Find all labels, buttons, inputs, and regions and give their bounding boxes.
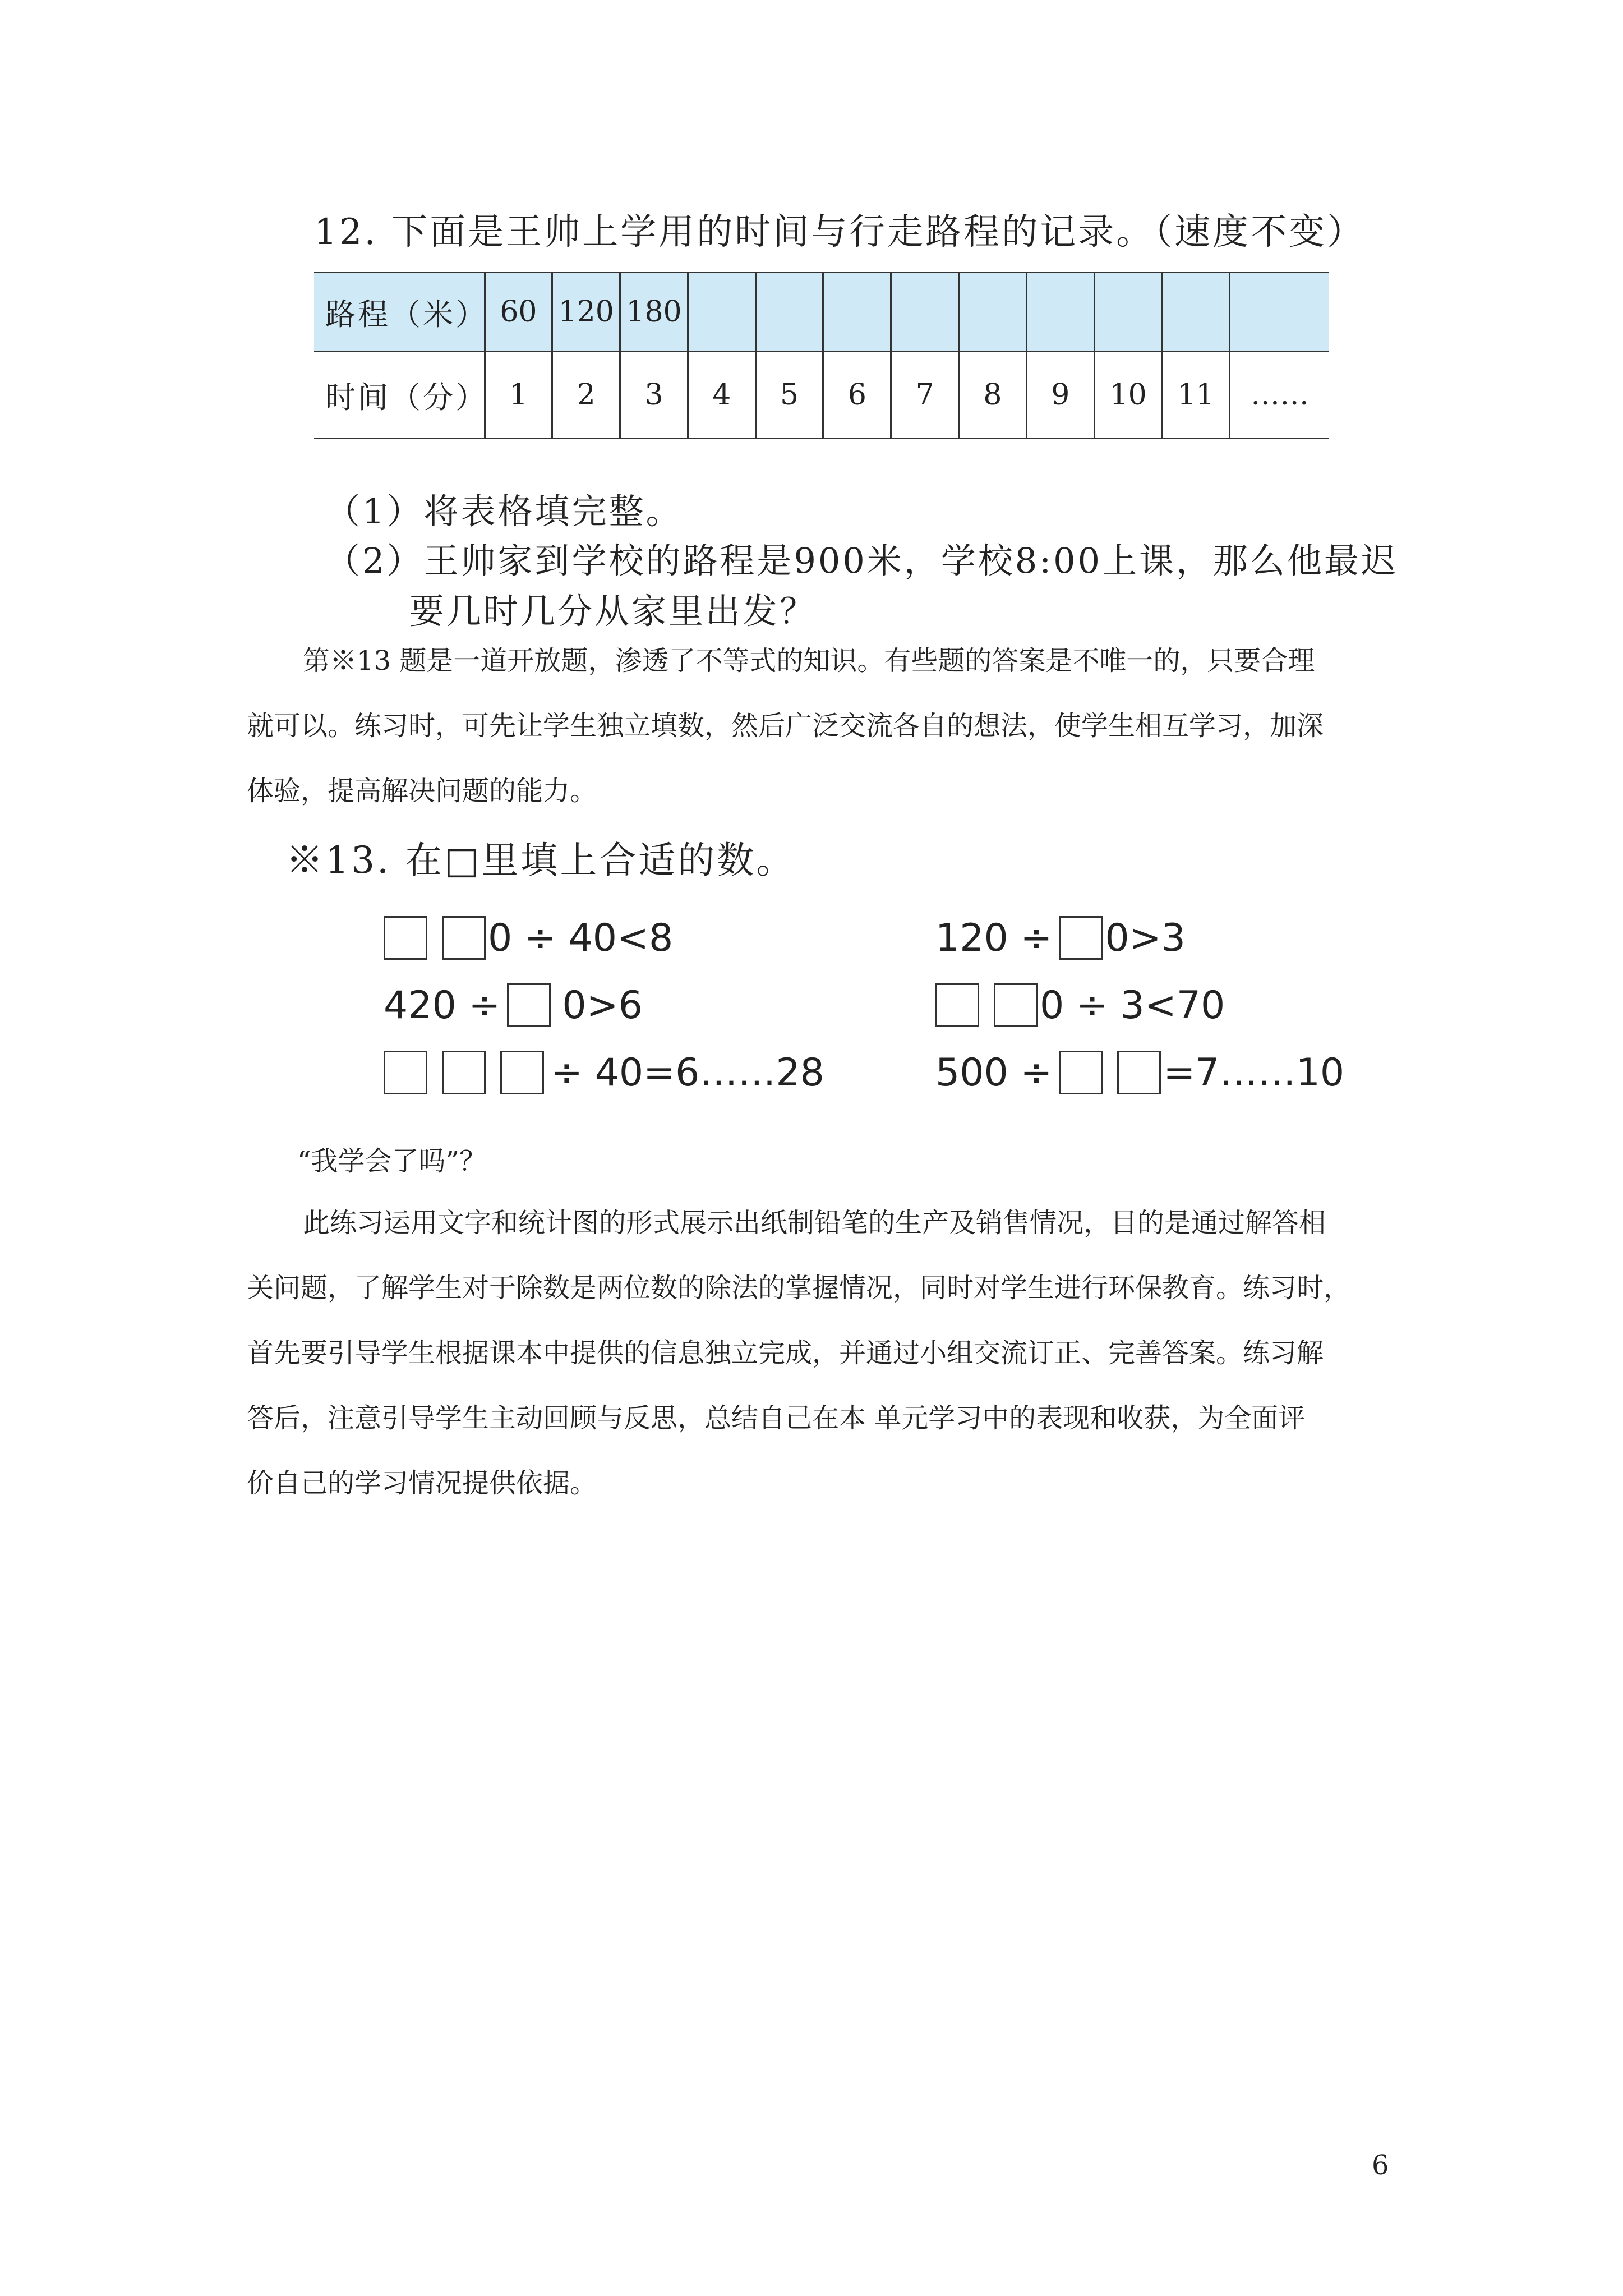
commentary-13-line-1: 第※13 题是一道开放题，渗透了不等式的知识。有些题的答案是不唯一的，只要合理 (303, 645, 1315, 677)
time-cell: 9 (1026, 352, 1094, 439)
problem-12-question-2: （2）王帅家到学校的路程是900米，学校8:00上课，那么他最迟 (325, 540, 1399, 581)
equation-2-suffix: 0>3 (1105, 915, 1186, 960)
equation-4-text: 0 ÷ 3<70 (1040, 983, 1225, 1028)
answer-box[interactable] (500, 1051, 544, 1094)
equation-6-prefix: 500 ÷ (935, 1050, 1053, 1095)
equation-2 (935, 914, 1186, 961)
distance-cell (891, 273, 959, 352)
time-cell: 10 (1094, 352, 1162, 439)
equation-4 (935, 982, 1225, 1029)
distance-cell: 180 (620, 273, 688, 352)
equation-3-suffix: 0>6 (562, 983, 643, 1028)
distance-cell (1026, 273, 1094, 352)
time-cell: 4 (688, 352, 755, 439)
problem-12-title: 12. 下面是王帅上学用的时间与行走路程的记录。（速度不变） (314, 211, 1366, 253)
distance-row (314, 273, 1329, 352)
time-cell: 5 (755, 352, 823, 439)
review-line-5: 价自己的学习情况提供依据。 (247, 1467, 597, 1499)
time-cell: 3 (620, 352, 688, 439)
equation-6-suffix: =7……10 (1163, 1050, 1345, 1095)
answer-box[interactable] (935, 983, 979, 1027)
time-cell: 6 (823, 352, 891, 439)
commentary-13-line-3: 体验，提高解决问题的能力。 (247, 775, 597, 807)
distance-cell (1094, 273, 1162, 352)
distance-cell: 60 (485, 273, 552, 352)
distance-cell: 120 (552, 273, 620, 352)
time-header: 时间（分） (314, 352, 485, 439)
time-cell: 8 (959, 352, 1027, 439)
time-cell: 11 (1162, 352, 1230, 439)
equation-1-text: 0 ÷ 40<8 (488, 915, 674, 960)
distance-cell (755, 273, 823, 352)
equation-3-prefix: 420 ÷ (384, 983, 501, 1028)
distance-header: 路程（米） (314, 273, 485, 352)
answer-box[interactable] (442, 916, 486, 960)
review-line-3: 首先要引导学生根据课本中提供的信息独立完成，并通过小组交流订正、完善答案。练习解 (247, 1337, 1324, 1369)
review-line-4: 答后，注意引导学生主动回顾与反思，总结自己在本 单元学习中的表现和收获，为全面评 (247, 1402, 1306, 1434)
time-row (314, 352, 1329, 439)
answer-box[interactable] (384, 916, 427, 960)
time-cell: 2 (552, 352, 620, 439)
review-line-2: 关问题，了解学生对于除数是两位数的除法的掌握情况，同时对学生进行环保教育。练习时， (247, 1272, 1351, 1304)
problem-12-question-2-continued: 要几时几分从家里出发？ (409, 591, 817, 632)
answer-box[interactable] (1059, 916, 1103, 960)
answer-box[interactable] (442, 1051, 486, 1094)
time-cell: …… (1230, 352, 1329, 439)
time-cell: 7 (891, 352, 959, 439)
answer-box[interactable] (1059, 1051, 1103, 1094)
distance-cell (1230, 273, 1329, 352)
answer-box[interactable] (994, 983, 1038, 1027)
problem-12-question-1: （1）将表格填完整。 (325, 491, 683, 532)
answer-box[interactable] (507, 983, 551, 1027)
answer-box[interactable] (384, 1051, 427, 1094)
equation-3 (384, 982, 643, 1029)
time-cell: 1 (485, 352, 552, 439)
answer-box[interactable] (1117, 1051, 1161, 1094)
distance-cell (688, 273, 755, 352)
equation-1 (384, 914, 673, 961)
equation-6 (935, 1049, 1344, 1096)
distance-cell (1162, 273, 1230, 352)
distance-cell (823, 273, 891, 352)
commentary-13-line-2: 就可以。练习时，可先让学生独立填数，然后广泛交流各自的想法，使学生相互学习，加深 (247, 710, 1324, 742)
equation-5-text: ÷ 40=6……28 (551, 1050, 824, 1095)
equation-2-prefix: 120 ÷ (935, 915, 1053, 960)
equation-5 (384, 1049, 824, 1096)
review-heading: “我学会了吗”？ (297, 1145, 487, 1177)
problem-13-title: ※13. 在□里填上合适的数。 (286, 839, 796, 882)
distance-cell (959, 273, 1027, 352)
route-time-table (314, 272, 1329, 439)
page-number: 6 (1372, 2150, 1389, 2181)
review-line-1: 此练习运用文字和统计图的形式展示出纸制铅笔的生产及销售情况，目的是通过解答相 (303, 1207, 1326, 1239)
